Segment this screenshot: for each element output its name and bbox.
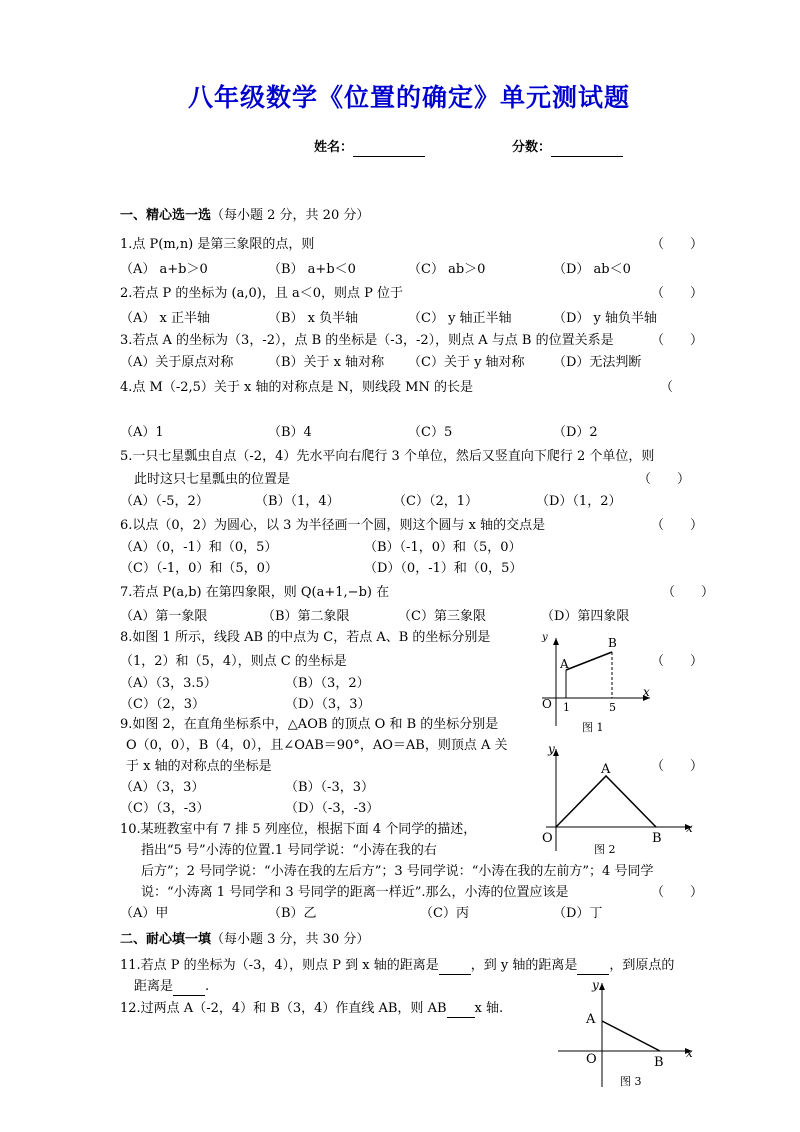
figure-3: [550, 977, 700, 1092]
q4-answer-paren: （: [660, 380, 674, 395]
q10-stem-cont3: 说：“小涛离 1 号同学和 3 号同学的距离一样近”.那么，小涛的位置应该是: [141, 885, 569, 900]
q3-answer-paren: （ ）: [651, 333, 704, 348]
section2-title: 二、耐心填一填: [120, 932, 212, 947]
q8-option-c: （C）（2，3）: [120, 697, 205, 712]
q12-stem: [120, 1000, 503, 1018]
q5-option-b: （B）（1，4）: [255, 494, 340, 509]
q10-stem: 10.某班教室中有 7 排 5 列座位，根据下面 4 个同学的描述，: [120, 822, 477, 837]
q8-stem: 8.如图 1 所示，线段 AB 的中点为 C，若点 A、B 的坐标分别是: [120, 630, 491, 645]
q2-option-a: （A） x 正半轴: [120, 311, 210, 326]
q4-option-a: （A）1: [120, 425, 164, 440]
q8-stem-cont: （1，2）和（5，4），则点 C 的坐标是: [120, 654, 347, 669]
fig1-caption: 图 1: [582, 721, 604, 734]
q5-stem: 5.一只七星瓢虫自点（-2，4）先水平向右爬行 3 个单位，然后又竖直向下爬行 2 个单位，则: [120, 449, 655, 464]
q11-stem-cont: [134, 978, 209, 996]
q1-answer-paren: （ ）: [651, 237, 704, 252]
fig2-caption: 图 2: [594, 843, 616, 856]
q5-option-d: （D）（1，2）: [536, 494, 622, 509]
q8-answer-paren: （ ）: [651, 654, 704, 669]
q4-option-d: （D）2: [553, 425, 598, 440]
q10-option-a: （A）甲: [120, 906, 169, 921]
q9-stem: 9.如图 2，在直角坐标系中，△AOB 的顶点 O 和 B 的坐标分别是: [120, 717, 499, 732]
q7-stem: 7.若点 P(a,b) 在第四象限，则 Q(a+1,−b) 在: [120, 585, 390, 600]
fig1-tick-1: 1: [563, 701, 570, 714]
q11-blank-2: [577, 960, 609, 975]
q11-part-e: .: [205, 979, 210, 994]
q9-option-d: （D）（-3，-3）: [285, 801, 380, 816]
q10-option-d: （D）丁: [553, 906, 603, 921]
q11-blank-3: [173, 981, 205, 996]
q3-option-b: （B）关于 x 轴对称: [268, 355, 385, 370]
fig1-origin-label: O: [542, 697, 552, 711]
fig2-y-label: y: [548, 743, 555, 756]
q2-option-c: （C） y 轴正半轴: [408, 311, 512, 326]
q8-option-a: （A）（3，3.5）: [120, 676, 217, 691]
q4-stem: 4.点 M（-2,5）关于 x 轴的对称点是 N，则线段 MN 的长是: [120, 380, 473, 395]
fig2-triangle: [556, 776, 656, 827]
q1-option-c: （C） ab＞0: [408, 262, 486, 277]
q11-part-c: ，到原点的: [609, 958, 675, 973]
q9-option-b: （B）（-3，3）: [285, 780, 374, 795]
section2-note: （每小题 3 分，共 30 分）: [211, 932, 370, 947]
q10-stem-cont: 指出“5 号”小涛的位置.1 号同学说：“小涛在我的右: [141, 843, 437, 858]
q10-answer-paren: （ ）: [651, 885, 704, 900]
q3-option-c: （C）关于 y 轴对称: [408, 355, 525, 370]
fig2-point-a: A: [601, 762, 611, 777]
fig1-segment-ab: [566, 652, 612, 670]
figure-1: [530, 630, 660, 735]
q10-option-b: （B）乙: [268, 906, 317, 921]
figure-2: [536, 743, 704, 858]
q11-blank-1: [439, 960, 471, 975]
score-blank: [551, 142, 623, 157]
q7-option-a: （A）第一象限: [120, 609, 208, 624]
q6-option-b: （B）（-1，0）和（5，0）: [364, 540, 522, 555]
q2-option-b: （B） x 负半轴: [268, 311, 359, 326]
fig3-segment-ab: [602, 1021, 660, 1051]
q12-part-a: 12.过两点 A（-2，4）和 B（3，4）作直线 AB，则 AB: [120, 1001, 447, 1016]
fig3-point-a: A: [586, 1012, 596, 1027]
q5-option-a: （A）（-5，2）: [120, 494, 209, 509]
q9-stem-cont2: 于 x 轴的对称点的坐标是: [126, 759, 272, 774]
score-field: [512, 139, 623, 157]
q6-answer-paren: （ ）: [651, 518, 704, 533]
q5-stem-cont: 此时这只七星瓢虫的位置是: [134, 472, 291, 487]
q9-stem-cont: O（0，0），B（4，0），且∠OAB＝90°，AO＝AB，则顶点 A 关: [126, 738, 508, 753]
section1-heading: [120, 207, 369, 225]
fig3-origin-label: O: [586, 1052, 597, 1067]
score-label: 分数：: [512, 140, 552, 155]
name-field: [314, 139, 425, 157]
fig3-y-label: y: [592, 978, 599, 992]
q1-option-b: （B） a+b＜0: [268, 262, 356, 277]
q6-option-a: （A）（0，-1）和（0，5）: [120, 540, 278, 555]
q10-stem-cont2: 后方”；2 号同学说：“小涛在我的左后方”；3 号同学说：“小涛在我的左前方”；4 号同学: [141, 864, 654, 879]
fig3-point-b: B: [654, 1055, 664, 1070]
section2-heading: [120, 931, 369, 949]
q10-option-c: （C）丙: [420, 906, 469, 921]
q1-stem: 1.点 P(m,n) 是第三象限的点，则: [120, 237, 315, 252]
q5-option-c: （C）（2，1）: [393, 494, 478, 509]
fig1-y-arrow: [553, 638, 559, 645]
fig3-caption: 图 3: [620, 1075, 642, 1088]
fig3-y-arrow: [599, 983, 605, 990]
q11-stem: [120, 957, 674, 975]
fig1-point-b: B: [608, 636, 617, 650]
q1-option-a: （A） a+b＞0: [120, 262, 208, 277]
q5-answer-paren: （ ）: [638, 472, 691, 487]
q6-option-c: （C）（-1，0）和（5，0）: [120, 561, 278, 576]
section1-note: （每小题 2 分，共 20 分）: [211, 208, 370, 223]
q12-part-b: x 轴.: [474, 1001, 504, 1016]
q11-part-b: ，到 y 轴的距离是: [470, 958, 578, 973]
q12-blank: [447, 1003, 475, 1018]
fig1-x-label: x: [643, 685, 650, 699]
fig1-point-a: A: [560, 657, 569, 671]
section1-title: 一、精心选一选: [120, 208, 212, 223]
q7-option-c: （C）第三象限: [398, 609, 486, 624]
fig1-y-label: y: [542, 632, 548, 643]
fig2-origin-label: O: [542, 831, 553, 846]
name-blank: [353, 142, 425, 157]
q9-option-c: （C）（3，-3）: [120, 801, 210, 816]
q3-option-d: （D）无法判断: [553, 355, 642, 370]
q9-option-a: （A）（3，3）: [120, 780, 205, 795]
q1-option-d: （D） ab＜0: [553, 262, 631, 277]
fig1-tick-5: 5: [609, 701, 616, 714]
q8-option-d: （D）（3，3）: [285, 697, 371, 712]
q4-option-b: （B）4: [268, 425, 312, 440]
q3-option-a: （A）关于原点对称: [120, 355, 234, 370]
fig3-x-label: x: [686, 1046, 693, 1060]
q7-answer-paren: （ ）: [662, 585, 715, 600]
fig2-point-b: B: [652, 831, 662, 846]
q6-option-d: （D）（0，-1）和（0，5）: [364, 561, 523, 576]
q8-option-b: （B）（3，2）: [285, 676, 370, 691]
q7-option-b: （B）第二象限: [262, 609, 350, 624]
q9-answer-paren: （ ）: [651, 759, 704, 774]
fig2-x-label: x: [686, 821, 693, 835]
q11-part-a: 11.若点 P 的坐标为（-3，4），则点 P 到 x 轴的距离是: [120, 958, 439, 973]
q2-stem: 2.若点 P 的坐标为 (a,0)，且 a＜0，则点 P 位于: [120, 286, 404, 301]
q6-stem: 6.以点（0，2）为圆心，以 3 为半径画一个圆，则这个圆与 x 轴的交点是: [120, 518, 546, 533]
q4-option-c: （C）5: [408, 425, 453, 440]
name-label: 姓名：: [314, 140, 354, 155]
q7-option-d: （D）第四象限: [541, 609, 630, 624]
q2-option-d: （D） y 轴负半轴: [553, 311, 658, 326]
q2-answer-paren: （ ）: [651, 286, 704, 301]
page-title: 八年级数学《位置的确定》单元测试题: [188, 83, 631, 112]
q11-part-d: 距离是: [134, 979, 174, 994]
q3-stem: 3.若点 A 的坐标为（3，-2），点 B 的坐标是（-3，-2），则点 A 与点 B 的位置关系是: [120, 333, 614, 348]
